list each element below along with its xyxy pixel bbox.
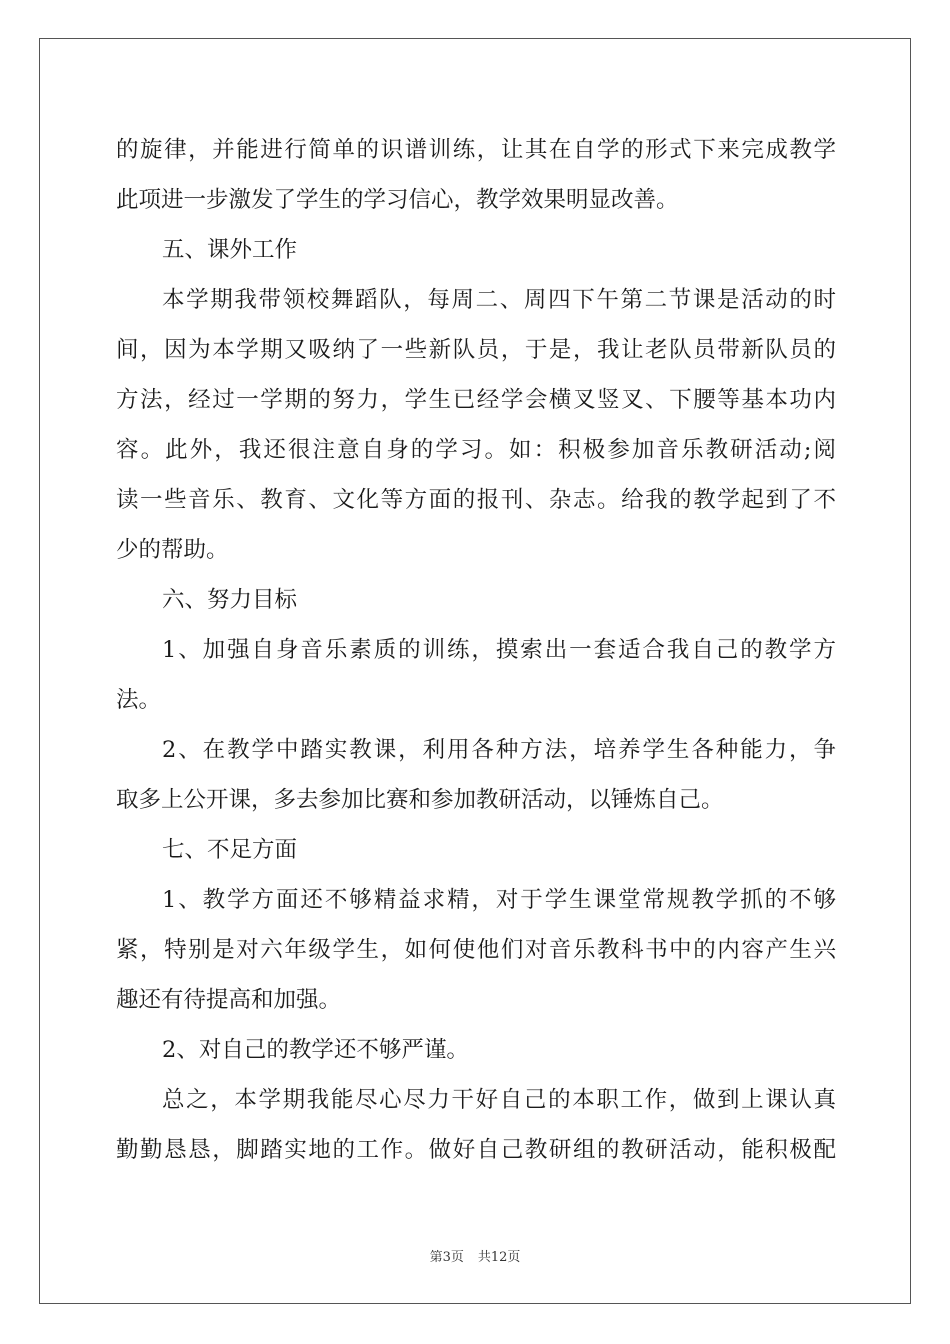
text-line: 总之，本学期我能尽心尽力干好自己的本职工作，做到上课认真 (162, 1087, 836, 1113)
text-line: 本学期我带领校舞蹈队，每周二、周四下午第二节课是活动的时 (162, 287, 836, 313)
text-line: 2、对自己的教学还不够严谨。 (162, 1037, 469, 1063)
page-footer (0, 1246, 950, 1265)
text-line: 1、教学方面还不够精益求精，对于学生课堂常规教学抓的不够 (162, 887, 836, 913)
text-line: 间，因为本学期又吸纳了一些新队员，于是，我让老队员带新队员的 (116, 337, 836, 363)
text-line: 七、不足方面 (162, 837, 298, 863)
text-line: 法。 (116, 687, 162, 713)
document-body (116, 125, 836, 1175)
text-line: 五、课外工作 (162, 237, 298, 263)
text-line: 方法，经过一学期的努力，学生已经学会横叉竖叉、下腰等基本功内 (116, 387, 836, 413)
text-line: 读一些音乐、教育、文化等方面的报刊、杂志。给我的教学起到了不 (116, 487, 836, 513)
text-line: 勤勤恳恳，脚踏实地的工作。做好自己教研组的教研活动，能积极配 (116, 1137, 836, 1163)
text-line: 1、加强自身音乐素质的训练，摸索出一套适合我自己的教学方 (162, 637, 836, 663)
text-line: 六、努力目标 (162, 587, 298, 613)
text-line: 紧，特别是对六年级学生，如何使他们对音乐教科书中的内容产生兴 (116, 937, 836, 963)
text-line: 的旋律，并能进行简单的识谱训练，让其在自学的形式下来完成教学 (116, 137, 836, 163)
text-line: 趣还有待提高和加强。 (116, 987, 342, 1013)
text-line: 少的帮助。 (116, 537, 229, 563)
page-number: 第3页 (429, 1250, 464, 1265)
text-line: 容。此外，我还很注意自身的学习。如：积极参加音乐教研活动;阅 (116, 437, 836, 463)
total-pages: 共12页 (477, 1250, 521, 1265)
text-line: 取多上公开课，多去参加比赛和参加教研活动，以锤炼自己。 (116, 787, 724, 813)
text-line: 2、在教学中踏实教课，利用各种方法，培养学生各种能力，争 (162, 737, 836, 763)
text-line: 此项进一步激发了学生的学习信心，教学效果明显改善。 (116, 187, 679, 213)
